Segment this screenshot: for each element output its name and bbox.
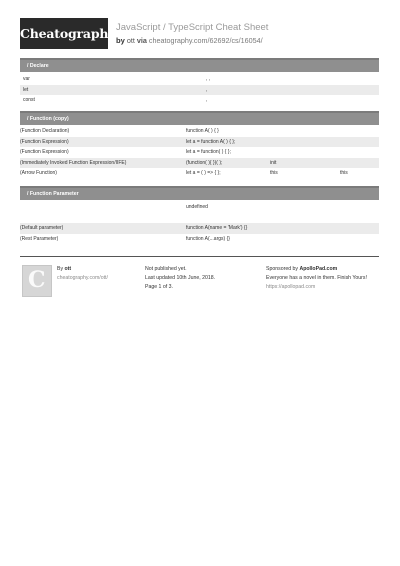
row-term: (Arrow Function) xyxy=(20,170,57,177)
footer-by-label: By xyxy=(57,266,64,272)
footer-sponsored-label: Sponsored by xyxy=(266,266,299,272)
table-row xyxy=(20,158,379,169)
footer-meta xyxy=(145,265,215,292)
row-term: (Function Expression) xyxy=(20,138,69,145)
avatar-letter: C xyxy=(28,267,46,293)
row-code: let a = function A( ) { }; xyxy=(186,138,236,145)
sheet-header xyxy=(20,18,380,50)
footer-sponsor xyxy=(266,265,367,292)
footer-author xyxy=(57,265,108,283)
footer-divider xyxy=(20,256,379,257)
row-note: this xyxy=(270,170,278,177)
byline-url-link[interactable]: cheatography.com/62692/cs/16054/ xyxy=(148,36,263,45)
row-value: , , xyxy=(206,76,211,82)
footer-author-link[interactable]: ott xyxy=(64,266,72,272)
byline-via: via xyxy=(136,36,147,45)
row-term: (Immediately Invoked Function Expression/IIFE) xyxy=(20,159,127,166)
table-row xyxy=(20,202,379,213)
footer-sponsor-link[interactable]: ApolloPad.com xyxy=(299,266,338,272)
row-code: function A( ) { } xyxy=(186,128,219,134)
footer-tagline: Everyone has a novel in them. Finish Yours! xyxy=(266,275,367,281)
table-row xyxy=(20,85,379,96)
section-function-parameter xyxy=(20,186,379,244)
cheatography-logo[interactable]: Cheatography xyxy=(20,18,108,49)
sheet-footer xyxy=(20,263,379,328)
row-code: (function( ){ })( ); xyxy=(186,159,223,166)
page-title: JavaScript / TypeScript Cheat Sheet xyxy=(116,22,269,33)
author-avatar[interactable] xyxy=(22,265,52,297)
byline-author-link[interactable]: ott xyxy=(126,36,135,45)
table-row xyxy=(20,213,379,224)
row-term: (Rest Parameter) xyxy=(20,235,59,242)
table-row xyxy=(20,147,379,158)
row-term: (Default parameter) xyxy=(20,225,64,232)
section-function xyxy=(20,111,379,179)
table-row xyxy=(20,126,379,137)
row-value: , xyxy=(206,97,208,104)
row-term: (Function Declaration) xyxy=(20,128,70,134)
section-title: / Declare xyxy=(20,58,379,72)
footer-author-url[interactable]: cheatography.com/ott/ xyxy=(57,275,108,281)
row-value: undefined xyxy=(186,204,208,210)
row-code: function A(name = 'Mark') {} xyxy=(186,225,248,232)
footer-updated: Last updated 10th June, 2018. xyxy=(145,275,216,281)
row-value: , xyxy=(206,86,208,93)
row-term: const xyxy=(23,97,35,104)
footer-published: Not published yet. xyxy=(145,266,187,272)
footer-sponsor-url[interactable]: https://apollopad.com xyxy=(266,284,316,290)
row-code: let a = ( ) => { }; xyxy=(186,170,221,177)
table-row xyxy=(20,223,379,234)
row-code: function A(...args) {} xyxy=(186,235,230,242)
row-note-2: this xyxy=(340,170,348,177)
table-row xyxy=(20,74,379,85)
section-title: / Function (copy) xyxy=(20,111,379,125)
table-row xyxy=(20,95,379,106)
byline-by: by xyxy=(116,36,125,45)
section-declare xyxy=(20,58,379,106)
row-term: var xyxy=(23,76,30,82)
byline xyxy=(116,36,263,45)
table-row xyxy=(20,137,379,148)
row-term: (Function Expression) xyxy=(20,149,69,156)
row-code: let a = function( ) { }; xyxy=(186,149,231,156)
table-row xyxy=(20,168,379,179)
footer-page-number: Page 1 of 3. xyxy=(145,284,173,290)
table-row xyxy=(20,234,379,245)
row-note: init xyxy=(270,159,277,166)
section-title: / Function Parameter xyxy=(20,186,379,200)
row-term: let xyxy=(23,86,29,93)
